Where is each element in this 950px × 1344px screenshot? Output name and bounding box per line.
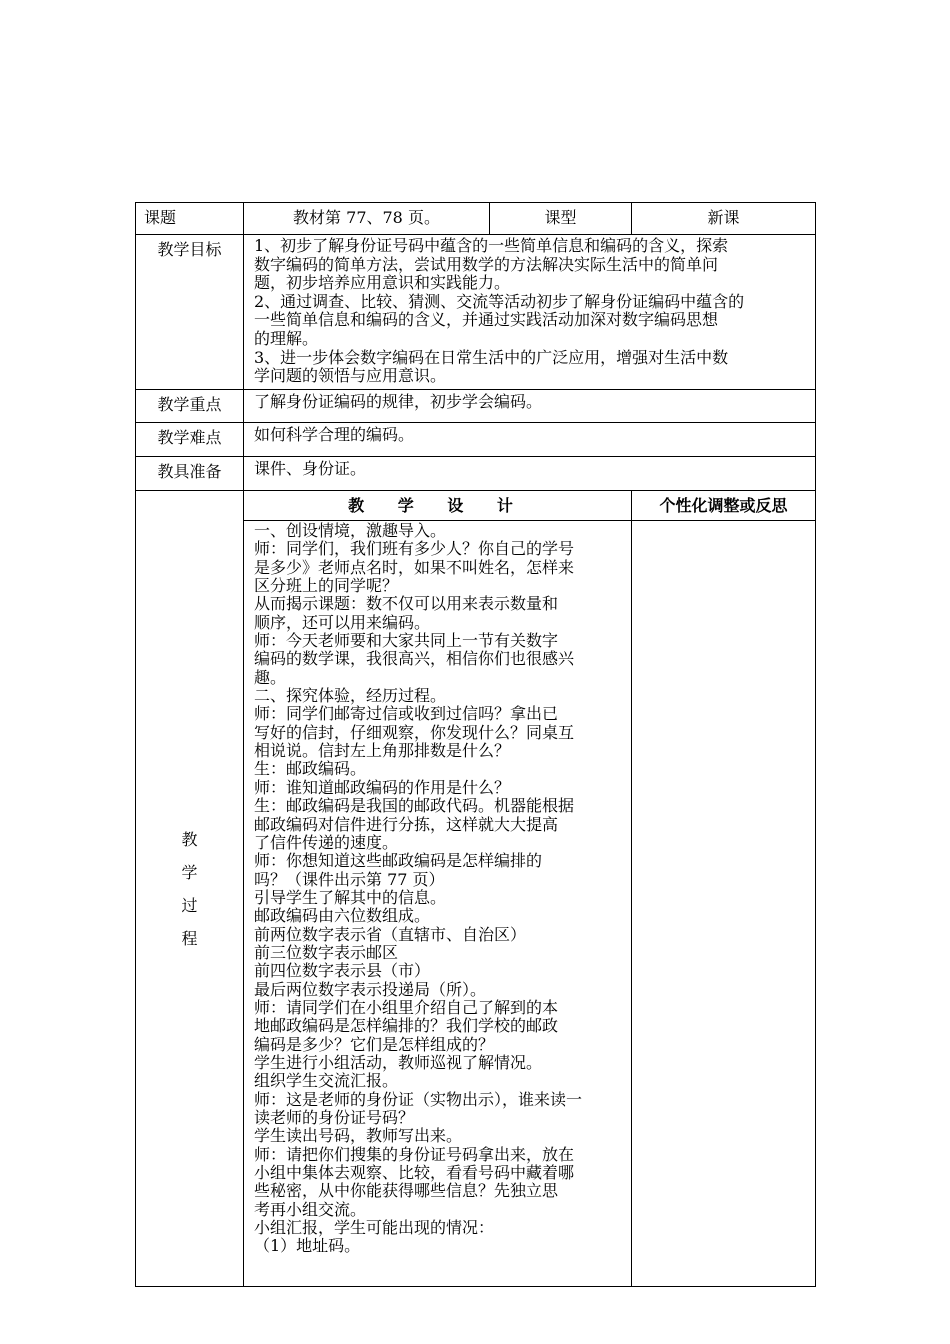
- process-line: 编码的数学课，我很高兴，相信你们也很感兴: [254, 649, 575, 669]
- objectives-text: [244, 235, 816, 390]
- process-line: 师：你想知道这些邮政编码是怎样编排的: [254, 851, 543, 871]
- process-label-char: 教: [181, 829, 198, 849]
- process-line: 学生进行小组活动，教师巡视了解情况。: [254, 1052, 543, 1072]
- process-line: 区分班上的同学呢？: [254, 576, 399, 596]
- objective-line: 学问题的领悟与应用意识。: [254, 366, 447, 386]
- lesson-type-value: 新课: [632, 203, 816, 235]
- design-header-row: [136, 491, 816, 521]
- process-line: 前四位数字表示县（市）: [254, 961, 431, 981]
- process-line: 引导学生了解其中的信息。: [254, 887, 447, 907]
- process-line: 顺序，还可以用来编码。: [254, 612, 431, 632]
- topic-row: [136, 203, 816, 235]
- process-line: 师：这是老师的身份证（实物出示），谁来读一: [254, 1089, 583, 1109]
- process-content: [244, 521, 632, 1287]
- process-line: 生：邮政编码是我国的邮政代码。机器能根据: [254, 796, 575, 816]
- process-line: 学生读出号码，教师写出来。: [254, 1126, 463, 1146]
- process-line: 趣。: [254, 667, 287, 687]
- process-line: 从而揭示课题：数不仅可以用来表示数量和: [254, 594, 559, 614]
- process-line: 生：邮政编码。: [254, 759, 367, 779]
- process-line: 读老师的身份证号码？: [254, 1108, 415, 1127]
- materials-row: [136, 457, 816, 491]
- difficulty-label: 教学难点: [136, 423, 244, 457]
- design-header: 教 学 设 计: [244, 491, 632, 521]
- process-line: 前两位数字表示省（直辖市、自治区）: [254, 924, 527, 944]
- process-label-char: 过: [181, 895, 198, 915]
- process-line: 组织学生交流汇报。: [254, 1071, 399, 1091]
- process-line: 师：同学们邮寄过信或收到过信吗？拿出已: [254, 704, 559, 724]
- objectives-label: 教学目标: [136, 235, 244, 390]
- process-line: 邮政编码由六位数组成。: [254, 906, 431, 926]
- process-line: 编码是多少？它们是怎样组成的？: [254, 1034, 495, 1054]
- lesson-plan-table: [135, 202, 816, 1287]
- objective-line: 题，初步培养应用意识和实践能力。: [254, 273, 511, 293]
- process-line: 师：同学们，我们班有多少人？你自己的学号: [254, 539, 575, 559]
- process-line: （1）地址码。: [254, 1236, 361, 1256]
- process-line: 师：今天老师要和大家共同上一节有关数字: [254, 631, 559, 651]
- process-line: 地邮政编码是怎样编排的？我们学校的邮政: [254, 1016, 559, 1036]
- objective-line: 一些简单信息和编码的含义，并通过实践活动加深对数字编码思想: [254, 310, 719, 330]
- process-label-char: 程: [181, 928, 198, 948]
- process-line: 二、探究体验，经历过程。: [254, 686, 447, 706]
- process-line: 是多少》老师点名时，如果不叫姓名，怎样来: [254, 557, 575, 577]
- process-line: 前三位数字表示邮区: [254, 942, 399, 962]
- process-label-char: 学: [181, 862, 198, 882]
- process-line: 邮政编码对信件进行分拣，这样就大大提高: [254, 814, 559, 834]
- process-line: 吗？（课件出示第 77 页）: [254, 869, 445, 889]
- process-line: 写好的信封，仔细观察，你发现什么？同桌互: [254, 722, 575, 742]
- objective-line: 3、进一步体会数字编码在日常生活中的广泛应用，增强对生活中数: [254, 347, 729, 367]
- process-line: 师：请把你们搜集的身份证号码拿出来，放在: [254, 1144, 575, 1164]
- objectives-row: [136, 235, 816, 390]
- process-line: 师：请同学们在小组里介绍自己了解到的本: [254, 997, 559, 1017]
- process-label: [136, 491, 244, 1287]
- difficulty-row: [136, 423, 816, 457]
- objective-line: 的理解。: [254, 328, 319, 348]
- process-line: 小组中集体去观察、比较，看看号码中藏着哪: [254, 1163, 575, 1183]
- process-line: 考再小组交流。: [254, 1199, 367, 1219]
- lesson-type-label: 课型: [490, 203, 632, 235]
- key-point-row: [136, 390, 816, 423]
- objective-line: 数字编码的简单方法，尝试用数学的方法解决实际生活中的简单问: [254, 254, 719, 274]
- difficulty-value: 如何科学合理的编码。: [244, 423, 816, 457]
- objective-line: 1、初步了解身份证号码中蕴含的一些简单信息和编码的含义，探索: [254, 236, 729, 255]
- objective-line: 2、通过调查、比较、猜测、交流等活动初步了解身份证编码中蕴含的: [254, 291, 745, 311]
- topic-label: 课题: [136, 203, 244, 235]
- reflection-cell: [632, 521, 816, 1287]
- key-point-value: 了解身份证编码的规律，初步学会编码。: [244, 390, 816, 423]
- materials-value: 课件、身份证。: [244, 457, 816, 491]
- process-line: 小组汇报，学生可能出现的情况：: [254, 1218, 495, 1238]
- reflection-header: 个性化调整或反思: [632, 491, 816, 521]
- process-line: 师：谁知道邮政编码的作用是什么？: [254, 777, 511, 797]
- process-line: 最后两位数字表示投递局（所）。: [254, 979, 487, 999]
- materials-label: 教具准备: [136, 457, 244, 491]
- key-point-label: 教学重点: [136, 390, 244, 423]
- process-line: 相说说。信封左上角那排数是什么？: [254, 741, 511, 761]
- process-line: 一、创设情境，激趣导入。: [254, 521, 447, 540]
- process-line: 了信件传递的速度。: [254, 832, 399, 852]
- process-line: 些秘密，从中你能获得哪些信息？先独立思: [254, 1181, 559, 1201]
- topic-value: 教材第 77、78 页。: [244, 203, 490, 235]
